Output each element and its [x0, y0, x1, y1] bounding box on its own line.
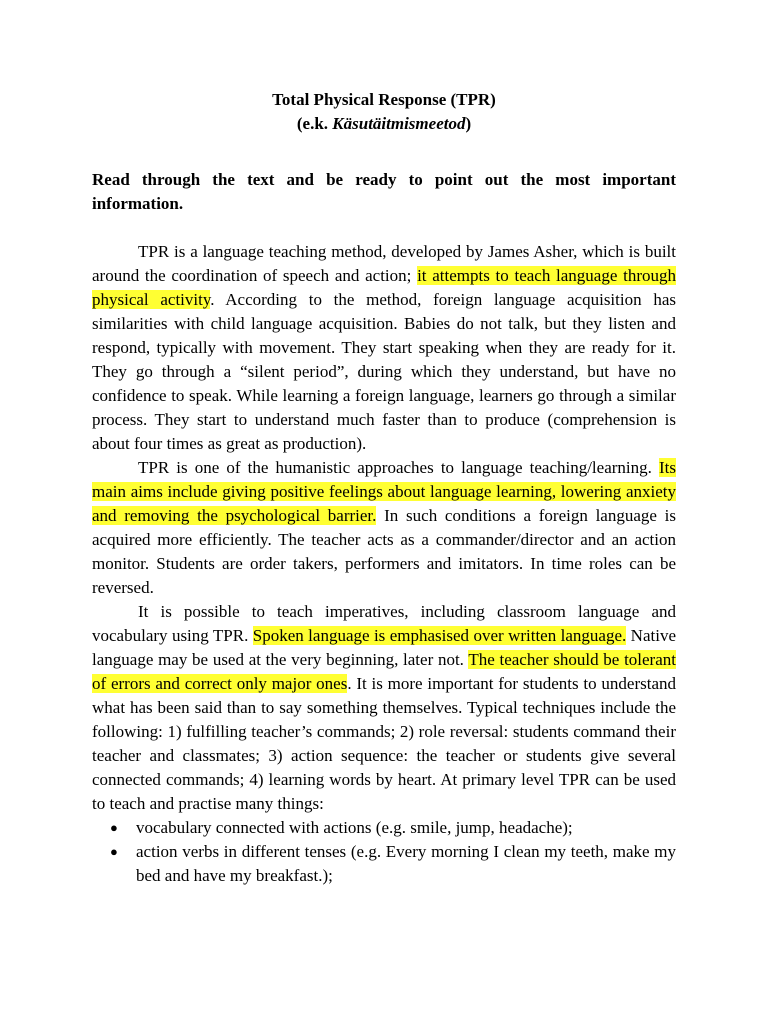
paragraph-2-text-a: TPR is one of the humanistic approaches to language teaching/learning. [138, 458, 659, 477]
highlight-tolerant-errors: The teacher should be tolerant of errors and correct only major ones [92, 650, 676, 693]
paragraph-2-text-b: In such conditions a foreign language is acquired more efficiently. The teacher acts as a commander/director and an action monitor. Students are order takers, performers and imitators. In time roles can be reversed. [92, 506, 677, 597]
highlight-spoken-language: Spoken language is emphasised over written language. [252, 626, 627, 645]
highlight-physical-activity: it attempts to teach language through physical activity [92, 266, 676, 309]
bullet-icon: ● [110, 844, 118, 859]
document-title [92, 88, 676, 136]
paragraph-3-text-b: Native language may be used at the very beginning, later not. [92, 626, 676, 669]
instruction-text: Read through the text and be ready to point out the most important information. [92, 170, 676, 213]
title-line-2-suffix: ) [465, 114, 472, 133]
paragraph-3 [92, 600, 676, 816]
bullet-icon: ● [110, 820, 118, 835]
list-item [92, 840, 676, 888]
list-item [92, 816, 676, 840]
bullet-list [92, 816, 676, 888]
highlight-main-aims: Its main aims include giving positive feelings about language learning, lowering anxiety and removing the psychological barrier. [92, 458, 676, 525]
paragraph-1-text-b: . According to the method, foreign language acquisition has similarities with child language acquisition. Babies do not talk, but they listen and respond, typically with movement. They start speaking when they are ready for it. They go through a “silent period”, during which they understand, but have no confidence to speak. While learning a foreign language, learners go through a similar process. They start to understand much faster than to produce (comprehension is about four times as great as production). [92, 290, 676, 453]
paragraph-1-text-a: TPR is a language teaching method, developed by James Asher, which is built around the coordination of speech and action; [92, 242, 676, 285]
paragraph-1 [92, 240, 676, 456]
paragraph-3-text-c: . It is more important for students to understand what has been said than to say something themselves. Typical techniques include the following: 1) fulfilling teacher’s commands; 2) role reversal: students command their teacher and classmates; 3) action sequence: the teacher or students give several connected commands; 4) learning words by heart. At primary level TPR can be used to teach and practise many things: [92, 674, 676, 813]
list-item-text: action verbs in different tenses (e.g. Every morning I clean my teeth, make my bed and have my breakfast.); [136, 842, 676, 885]
title-line-2-italic: Käsutäitmismeetod [332, 114, 466, 133]
title-line-2-prefix: (e.k. [296, 114, 333, 133]
list-item-text: vocabulary connected with actions (e.g. smile, jump, headache); [136, 818, 573, 837]
paragraph-2 [92, 456, 676, 600]
title-line-1: Total Physical Response (TPR) [272, 90, 496, 109]
paragraph-3-text-a: It is possible to teach imperatives, including classroom language and vocabulary using TPR. [92, 602, 676, 645]
